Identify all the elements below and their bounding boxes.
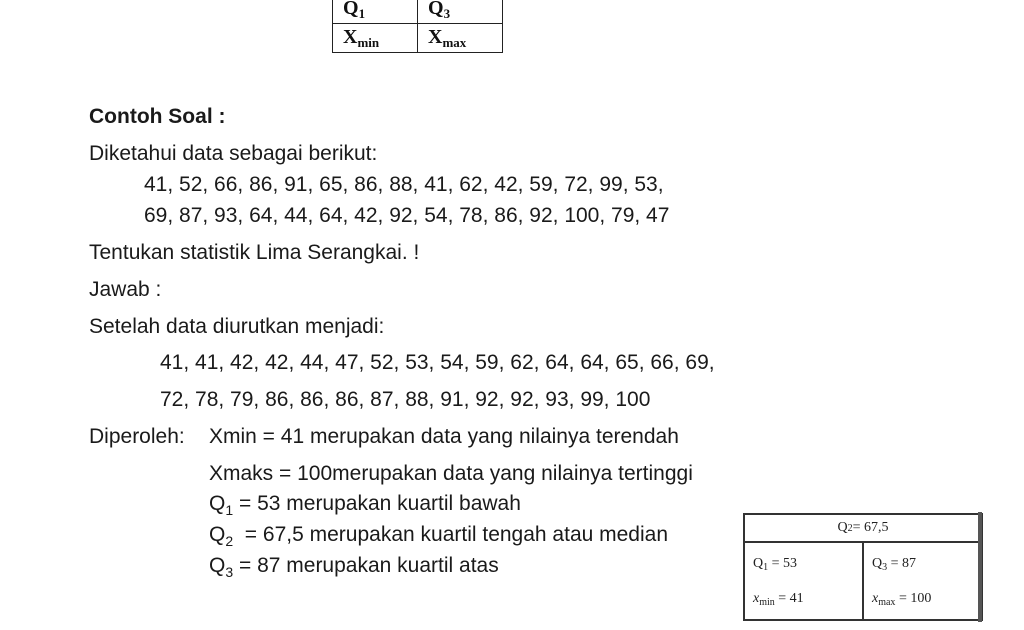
xmax-value: = 100: [895, 591, 932, 606]
q1-base: Q: [343, 0, 359, 19]
xmin-symbol: x: [753, 591, 760, 606]
xmax-base: X: [428, 25, 443, 48]
q3-subscript: 3: [882, 562, 888, 573]
q3-symbol: Q: [872, 556, 883, 571]
q1-subscript: 1: [763, 562, 769, 573]
q3-subscript: 3: [225, 564, 234, 580]
xmax-sub: max: [442, 34, 467, 50]
xmin-value: = 41: [774, 591, 804, 606]
q2-result: [209, 522, 668, 554]
sorted-line-1: 41, 41, 42, 42, 44, 47, 52, 53, 54, 59, 62, 64, 64, 65, 66, 69,: [160, 351, 715, 374]
xmax-entry: [872, 591, 973, 608]
q1-symbol: Q: [209, 492, 226, 515]
q3-result: [209, 553, 499, 585]
xmin-entry: [753, 591, 854, 608]
table-row: [333, 0, 503, 24]
q1-cell: [333, 0, 418, 24]
q1-subscript: 1: [225, 502, 234, 518]
q2-symbol: Q: [837, 520, 848, 535]
q3-value: = 87: [887, 556, 917, 571]
q3-symbol: Q: [209, 554, 226, 577]
q1-result: [209, 491, 521, 523]
xmax-cell: [418, 24, 503, 53]
q2-symbol: Q: [209, 523, 226, 546]
xmin-base: X: [343, 25, 358, 48]
q1-sub: 1: [358, 5, 366, 21]
q3-entry: [872, 556, 973, 573]
five-number-summary-table: [743, 513, 983, 621]
xmax-symbol: x: [872, 591, 879, 606]
right-column: [862, 543, 981, 621]
median-row: [745, 515, 981, 543]
answer-label: Jawab :: [89, 278, 162, 301]
scan-edge-divider: [978, 512, 982, 622]
xmax-subscript: max: [878, 597, 896, 608]
heading: Contoh Soal :: [89, 105, 226, 128]
q3-cell: [418, 0, 503, 24]
q3-base: Q: [428, 0, 444, 19]
result-label: Diperoleh:: [89, 425, 185, 448]
quartile-grid: [745, 543, 981, 621]
q1-entry: [753, 556, 854, 573]
xmin-subscript: min: [759, 597, 775, 608]
q2-subscript: 2: [847, 522, 853, 534]
q3-description: = 87 merupakan kuartil atas: [233, 554, 499, 577]
q3-sub: 3: [443, 5, 451, 21]
q2-description: = 67,5 merupakan kuartil tengah atau median: [233, 523, 669, 546]
sorted-intro: Setelah data diurutkan menjadi:: [89, 315, 385, 338]
left-column: [745, 543, 862, 621]
q1-symbol: Q: [753, 556, 764, 571]
data-line-2: 69, 87, 93, 64, 44, 64, 42, 92, 54, 78, 86, 92, 100, 79, 47: [144, 204, 670, 227]
xmin-result: Xmin = 41 merupakan data yang nilainya terendah: [209, 425, 679, 448]
xmin-sub: min: [357, 34, 380, 50]
data-line-1: 41, 52, 66, 86, 91, 65, 86, 88, 41, 62, 42, 59, 72, 99, 53,: [144, 173, 664, 196]
q2-subscript: 2: [225, 533, 234, 549]
intro-text: Diketahui data sebagai berikut:: [89, 142, 378, 165]
q2-value: = 67,5: [852, 520, 889, 535]
sorted-line-2: 72, 78, 79, 86, 86, 86, 87, 88, 91, 92, 92, 93, 99, 100: [160, 388, 651, 411]
xmin-cell: [333, 24, 418, 53]
box-plot-table-top: [332, 0, 503, 53]
xmaks-result: Xmaks = 100merupakan data yang nilainya tertinggi: [209, 462, 693, 485]
task-text: Tentukan statistik Lima Serangkai. !: [89, 241, 420, 264]
q1-description: = 53 merupakan kuartil bawah: [233, 492, 521, 515]
q1-value: = 53: [768, 556, 798, 571]
table-row: [333, 24, 503, 53]
